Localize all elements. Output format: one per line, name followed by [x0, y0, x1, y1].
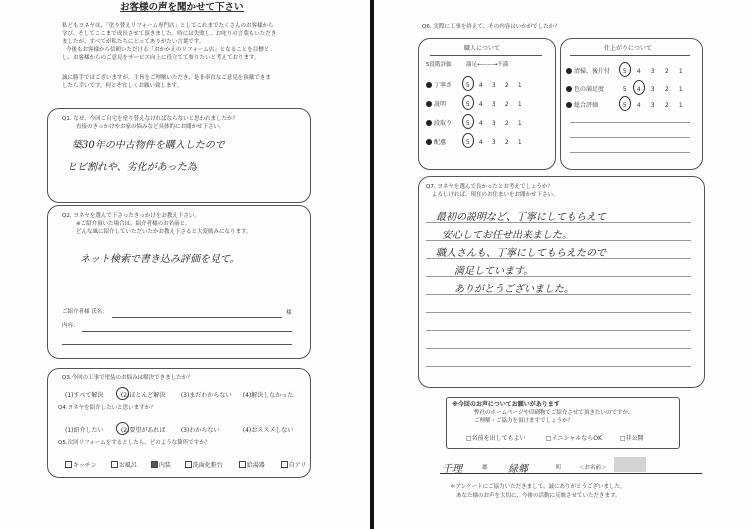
q3-option-1[interactable]: (1)すべて解決 [65, 392, 104, 399]
finish-row: 総合評価 5 4 3 2 1 [566, 100, 683, 109]
craft-item-label: 丁寧さ [434, 82, 453, 89]
intro-line: し、お客様からのご意見をサービス向上に役立てて参りたいと考えております。 [62, 55, 260, 61]
q5-checkbox[interactable] [111, 461, 118, 468]
q5-checkbox[interactable] [239, 461, 246, 468]
q3-option-3[interactable]: (3)まだわからない [180, 392, 232, 399]
finish-item-label: 色の満足度 [574, 86, 605, 93]
q6-question: Q6. 実際に工事を終えて、その内容はいかがでしたか？ [422, 24, 560, 30]
address-cho-label: 町 [556, 465, 562, 471]
q4-selected-mark [116, 422, 129, 435]
q3-question: Q3.今回の工事で塗装のお悩みは解決できましたか？ [62, 375, 193, 381]
footer-line: ＊アンケートにご協力いただきまして、誠にありがとうございました。 [450, 484, 626, 490]
finish-title-rule [570, 55, 690, 56]
finish-title: 仕上がりについて [604, 45, 652, 52]
craft-rating-mark [462, 76, 474, 91]
request-option-initial[interactable]: □イニシャルならOK [545, 435, 602, 442]
content-line [82, 331, 292, 332]
q7-line [426, 330, 691, 331]
craft-item-label: 説明 [434, 101, 447, 108]
address-name-label: ＜お名前＞ [579, 465, 607, 471]
intro-line: 誠に勝手ではございますが、主旨をご理解いただき、是非率直なご意見を頂戴できま [62, 75, 271, 81]
q3-options [65, 390, 293, 399]
q2-question: ※ご紹介頂いた場合は、紹介者様のお名前と、 [76, 221, 191, 227]
finish-row: 清掃、後片付 5 4 3 2 1 [566, 66, 683, 75]
intro-line: ましたが、すべてが私たちにとってありがたい言葉です。 [62, 39, 205, 45]
q7-question: よろしければ、現在のお住まいをお聞かせ下さい。 [432, 192, 559, 198]
redacted-name [614, 457, 646, 472]
q1-answer: ヒビ割れや、劣化があった為 [67, 162, 197, 173]
q4-option-2[interactable]: (2)要望があれば [120, 427, 166, 434]
finish-rating-mark [619, 96, 631, 111]
finish-blank-line [570, 122, 690, 123]
request-option-name[interactable]: □名前を出してもよい [466, 435, 526, 442]
q5-option-5: 給湯器 [246, 462, 265, 469]
craft-row: 説明 5 4 3 2 1 [426, 99, 522, 108]
referrer-label: ご紹介者様 氏名： [62, 309, 108, 315]
left-page-title: お客様の声を聞かせて下さい [120, 2, 244, 13]
q4-option-1[interactable]: (1)紹介したい [65, 427, 104, 434]
craft-row: 丁寧さ 5 4 3 2 1 [426, 80, 522, 89]
craft-item-label: 段取り [434, 120, 453, 127]
finish-rating-mark [633, 80, 645, 95]
left-page [0, 0, 370, 529]
intro-line: 私どもヨネヤは、「塗り替えリフォーム専門店」としてこれまでたくさんのお客様から [62, 23, 274, 29]
q4-option-3[interactable]: (3)わからない [180, 427, 220, 434]
q5-checkbox[interactable] [65, 461, 72, 468]
content-line [62, 344, 292, 345]
address-line [440, 473, 702, 474]
scale-label: 5段階評価 [426, 62, 452, 68]
scale-range: 満足←——→不満 [466, 62, 509, 68]
q7-line [426, 348, 691, 349]
intro-line: 学び、そしてここまで成長させて頂きました。時には失敗し、お叱りの言葉もいただき [62, 31, 277, 37]
q5-checkbox[interactable] [281, 461, 288, 468]
q7-question: Q7. ヨネヤを選んで良かったとお考えでしょうか？ [426, 184, 553, 190]
craft-title: 職人について [464, 45, 500, 52]
q5-checkbox[interactable] [185, 461, 192, 468]
q2-question: Q2. ヨネヤを選んで下さったきっかけをお教え下さい。 [62, 213, 200, 219]
content-label: 内容： [62, 323, 79, 329]
request-option-private[interactable]: □非公開 [619, 435, 644, 442]
address-gun-label: 郡 [482, 465, 488, 471]
request-line: ご理解・ご協力を頂けますでしょうか？ [474, 418, 574, 424]
q5-option-3: 内装 [158, 462, 171, 469]
q5-option-6: 自アリ [288, 462, 307, 469]
craft-row: 段取り 5 4 3 2 1 [426, 118, 522, 127]
intro-line: 今後もお客様から信頼いただける「おかかえのリフォーム店」となることを目標と [66, 47, 270, 53]
q7-line [426, 366, 691, 367]
intro-line: したら幸いです。何とぞ宜しくお願い致します。 [62, 83, 183, 89]
finish-item-label: 清掃、後片付 [574, 68, 611, 75]
q7-line [426, 312, 691, 313]
finish-rating-mark [619, 62, 631, 77]
craft-rating-mark [462, 133, 474, 148]
referrer-line [112, 317, 282, 318]
request-options [466, 433, 644, 442]
craft-rating-mark [462, 95, 474, 110]
request-line: 弊社のホームページや印刷物でご紹介させて頂きたいのですが、 [474, 410, 634, 416]
finish-blank-line [570, 137, 690, 138]
request-title: ※今回のお声についてお願いがあります [452, 401, 560, 408]
q5-options [65, 460, 306, 469]
q5-option-2: お風呂 [118, 462, 137, 469]
finish-row: 色の満足度 5 4 3 2 1 [566, 84, 683, 93]
q2-answer: ネット検索で書き込み評価を見て。 [80, 254, 240, 265]
finish-blank-line [570, 152, 690, 153]
q7-answer: 満足しています。 [454, 266, 534, 277]
q1-question: Q1. なぜ、今回ご自宅を塗り替えなければならないと思われましたか？ [62, 116, 239, 122]
address-town: 緑郷 [508, 464, 528, 475]
referrer-suffix: 様 [286, 310, 292, 316]
q4-question: Q4.ヨネヤを紹介したいと思いますか？ [58, 405, 156, 411]
q2-question: どんな風に紹介していただいたかお教え下さると大変励みになります。 [76, 229, 252, 235]
finish-item-label: 総合評価 [574, 102, 599, 109]
address-prefecture: 千理 [442, 464, 462, 475]
q3-option-4[interactable]: (4)解決しなかった [242, 392, 294, 399]
q3-selected-mark [116, 387, 129, 400]
q7-answer: 最初の説明など、丁寧にしてもらえて [436, 212, 606, 223]
q7-answer: ありがとうございました。 [454, 284, 574, 295]
craft-title-rule [430, 55, 542, 56]
q7-answer: 安心してお任せ出来ました。 [442, 230, 572, 241]
q4-option-4[interactable]: (4)おススメしない [242, 427, 294, 434]
footer-line: あなた様のお声を大切に、今後の活動に反映させていただきます。 [456, 493, 621, 499]
craft-item-label: 配慮 [434, 139, 447, 146]
q5-question: Q5.次回リフォームをするとしたら、どのような箇所ですか？ [58, 440, 211, 446]
right-page [374, 0, 750, 529]
q5-option-1: キッチン [73, 462, 97, 469]
q1-question: 直接のきっかけやお家の悩みなど具体的にお聞かせ下さい。 [76, 124, 225, 130]
q4-options [65, 425, 293, 434]
q7-answer: 職人さんも、丁寧にしてもらえたので [436, 248, 606, 259]
craft-rating-mark [462, 114, 474, 129]
q1-answer: 築30年の中古物件を購入したので [72, 140, 225, 151]
q5-option-4: 洗面化粧台 [192, 462, 223, 469]
craft-row: 配慮 5 4 3 2 1 [426, 137, 522, 146]
q5-checkbox[interactable] [151, 461, 158, 468]
q3-option-2[interactable]: (2)ほとんど解決 [120, 392, 166, 399]
